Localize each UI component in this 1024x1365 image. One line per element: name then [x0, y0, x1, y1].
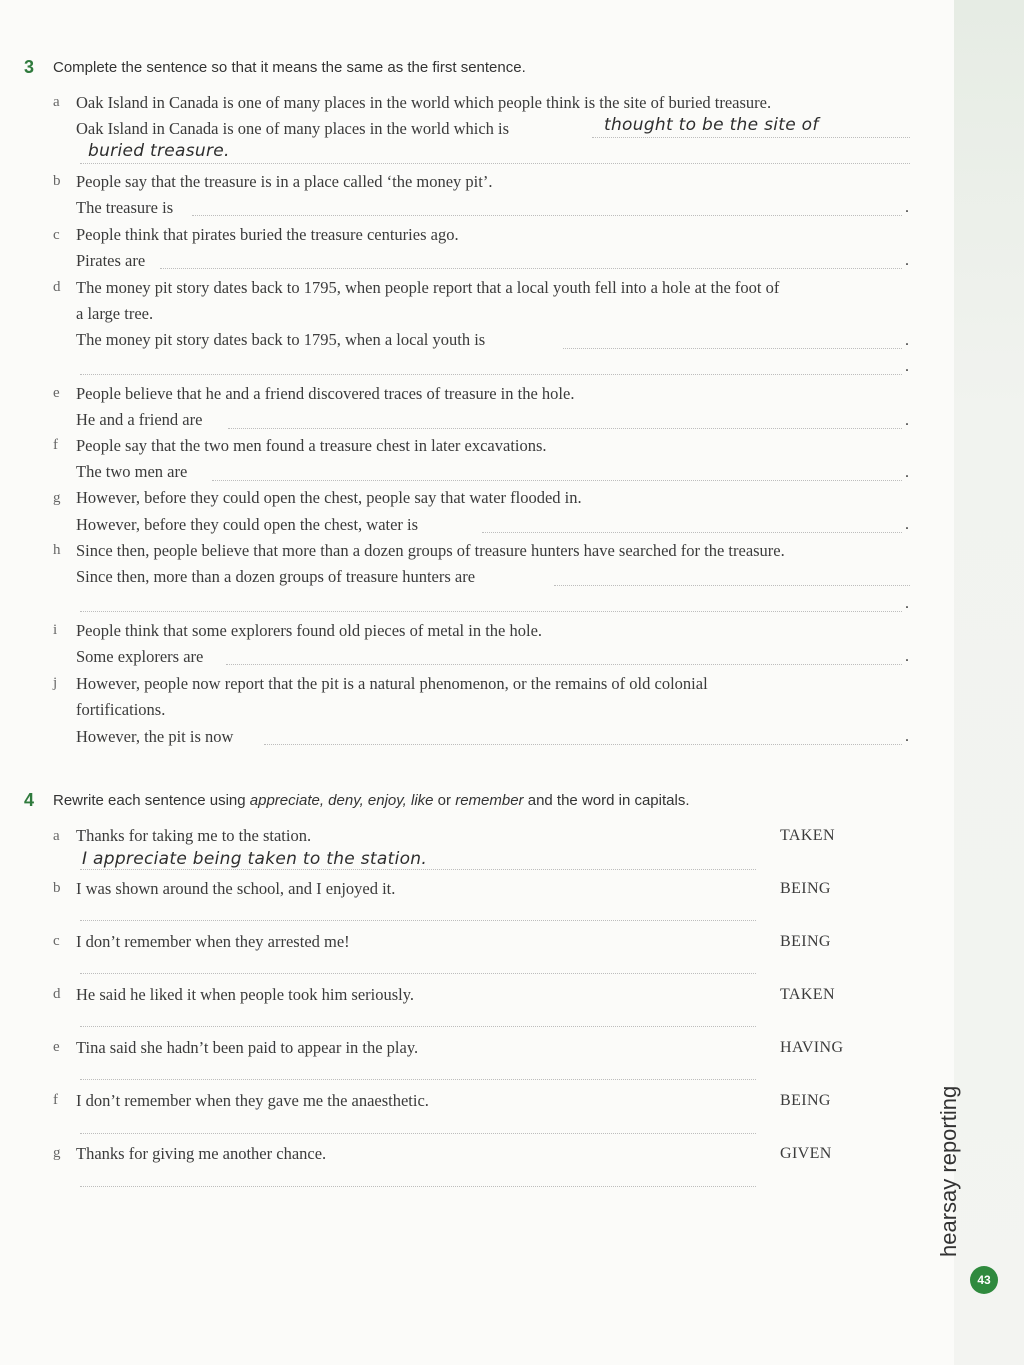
- handwritten-answer: thought to be the site of: [604, 115, 819, 135]
- item-sentence: Tina said she hadn’t been paid to appear in the play.: [76, 1038, 419, 1057]
- exercise-3-number: 3: [24, 57, 35, 77]
- item-letter: e: [53, 1039, 60, 1055]
- item-letter: b: [53, 173, 61, 189]
- answer-line: [80, 374, 902, 375]
- item-sentence: I don’t remember when they arrested me!: [76, 932, 350, 951]
- capital-word: HAVING: [780, 1039, 844, 1056]
- capital-word: BEING: [780, 1092, 831, 1109]
- answer-line: [80, 1186, 756, 1187]
- item-prompt: The two men are: [76, 462, 188, 481]
- item-sentence: However, before they could open the chest, people say that water flooded in.: [76, 488, 582, 507]
- item-sentence: He said he liked it when people took him seriously.: [76, 985, 415, 1004]
- item-sentence: People say that the treasure is in a place called ‘the money pit’.: [76, 172, 493, 191]
- item-letter: a: [53, 828, 60, 844]
- answer-line: [554, 585, 910, 586]
- item-sentence-continued: a large tree.: [76, 304, 154, 323]
- item-prompt: The money pit story dates back to 1795, when a local youth is: [76, 330, 486, 349]
- page-number-badge: 43: [970, 1266, 998, 1294]
- capital-word: GIVEN: [780, 1145, 832, 1162]
- item-prompt: He and a friend are: [76, 410, 203, 429]
- item-letter: h: [53, 542, 61, 558]
- answer-line: [212, 480, 902, 481]
- handwritten-answer: I appreciate being taken to the station.: [82, 849, 428, 869]
- exercise-3-instruction: Complete the sentence so that it means the same as the first sentence.: [53, 59, 526, 76]
- item-letter: c: [53, 933, 60, 949]
- capital-word: BEING: [780, 933, 831, 950]
- answer-line: [226, 664, 902, 665]
- item-letter: j: [53, 675, 58, 691]
- item-prompt: However, the pit is now: [76, 727, 234, 746]
- answer-line: [80, 973, 756, 974]
- answer-line: [160, 268, 902, 269]
- item-letter: f: [53, 1092, 58, 1108]
- item-letter: g: [53, 490, 61, 506]
- item-sentence: People think that pirates buried the treasure centuries ago.: [76, 225, 459, 244]
- capital-word: TAKEN: [780, 986, 835, 1003]
- item-letter: f: [53, 437, 58, 453]
- item-letter: d: [53, 986, 61, 1002]
- answer-line: [80, 869, 756, 870]
- capital-word: BEING: [780, 880, 831, 897]
- item-letter: g: [53, 1145, 61, 1161]
- section-title: hearsay reporting: [936, 1085, 961, 1257]
- item-sentence: I was shown around the school, and I enjoyed it.: [76, 879, 396, 898]
- answer-line: [80, 920, 756, 921]
- answer-line: [563, 348, 902, 349]
- side-band: [954, 0, 1024, 1365]
- item-letter: e: [53, 385, 60, 401]
- handwritten-answer: buried treasure.: [88, 141, 230, 161]
- item-letter: b: [53, 880, 61, 896]
- answer-line: [80, 611, 902, 612]
- exercise-4-number: 4: [24, 790, 35, 810]
- item-sentence: However, people now report that the pit is a natural phenomenon, or the remains of old colonial: [76, 674, 708, 693]
- answer-line: [592, 137, 910, 138]
- item-letter: c: [53, 227, 60, 243]
- item-sentence: Since then, people believe that more than a dozen groups of treasure hunters have searched for the treasure.: [76, 541, 785, 560]
- item-sentence: People say that the two men found a treasure chest in later excavations.: [76, 436, 547, 455]
- item-prompt: However, before they could open the chest, water is: [76, 515, 419, 534]
- item-letter: i: [53, 622, 58, 638]
- item-sentence: Oak Island in Canada is one of many places in the world which people think is the site of buried treasure.: [76, 93, 772, 112]
- item-letter: d: [53, 279, 61, 295]
- answer-line: [80, 1133, 756, 1134]
- item-prompt: Oak Island in Canada is one of many places in the world which is: [76, 119, 510, 138]
- exercise-4-instruction: Rewrite each sentence using appreciate, deny, enjoy, like or remember and the word in capitals.: [53, 792, 690, 809]
- answer-line: [80, 1026, 756, 1027]
- answer-line: [80, 1079, 756, 1080]
- item-sentence: Thanks for taking me to the station.: [76, 826, 312, 845]
- answer-line: [264, 744, 902, 745]
- answer-line: [482, 532, 902, 533]
- answer-line: [228, 428, 902, 429]
- item-sentence: People believe that he and a friend discovered traces of treasure in the hole.: [76, 384, 575, 403]
- capital-word: TAKEN: [780, 827, 835, 844]
- item-sentence: Thanks for giving me another chance.: [76, 1144, 327, 1163]
- answer-line: [192, 215, 902, 216]
- item-prompt: The treasure is: [76, 198, 174, 217]
- item-prompt: Some explorers are: [76, 647, 204, 666]
- item-prompt: Pirates are: [76, 251, 146, 270]
- answer-line: [80, 163, 910, 164]
- item-prompt: Since then, more than a dozen groups of treasure hunters are: [76, 567, 476, 586]
- item-letter: a: [53, 94, 60, 110]
- item-sentence: I don’t remember when they gave me the anaesthetic.: [76, 1091, 429, 1110]
- item-sentence: The money pit story dates back to 1795, when people report that a local youth fell into a hole at the foot of: [76, 278, 780, 297]
- item-sentence-continued: fortifications.: [76, 700, 166, 719]
- item-sentence: People think that some explorers found old pieces of metal in the hole.: [76, 621, 543, 640]
